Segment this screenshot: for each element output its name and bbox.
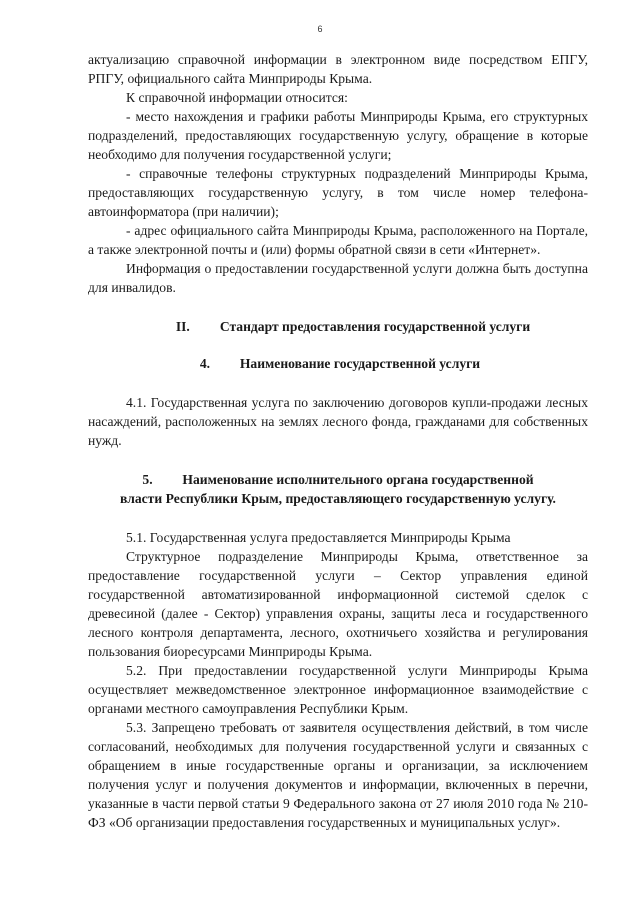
paragraph-5-3: 5.3. Запрещено требовать от заявителя осуществления действий, в том числе согласований, необходимых для получения государственной услуги и связанных с обращением в иные государственные органы и организации, за исключением получения услуг и получения документов и информации, включенных в перечни, указанные в части первой статьи 9 Федерального закона от 27 июля 2010 года № 210-ФЗ «Об организации предоставления государственных и муниципальных услуг». [88, 720, 588, 830]
paragraph-structural-unit: Структурное подразделение Минприроды Крыма, ответственное за предоставление государственной услуги – Сектор управления единой государственной автоматизированной информационной системой сделок с древесиной (далее - Сектор) управления охраны, защиты леса и государственного лесного контроля департамента, лесного, охотничьего хозяйства и регулирования пользования биоресурсами Минприроды Крыма. [88, 549, 588, 659]
paragraph-location: - место нахождения и графики работы Минприроды Крыма, его структурных подразделений, предоставляющих государственную услугу, обращение в которые необходимо для получения государственной услуги; [88, 109, 588, 162]
document-body [88, 50, 588, 832]
section-title: Наименование государственной услуги [239, 356, 481, 371]
page-number: 6 [317, 24, 323, 34]
paragraph-phones: - справочные телефоны структурных подразделений Минприроды Крыма, предоставляющих государственную услугу, в том числе номер телефона-автоинформатора (при наличии); [88, 166, 588, 219]
section-title: Стандарт предоставления государственной услуги [219, 319, 531, 334]
paragraph-reference-info: К справочной информации относится: [126, 90, 348, 105]
paragraph-accessibility: Информация о предоставлении государственной услуги должна быть доступна для инвалидов. [88, 261, 588, 295]
paragraph-5-1: 5.1. Государственная услуга предоставляется Минприроды Крыма [126, 530, 511, 545]
section-heading-4 [88, 354, 588, 373]
section-title-line1: Наименование исполнительного органа государственной [182, 472, 534, 487]
section-number: 4. [199, 356, 211, 371]
paragraph-continuation: актуализацию справочной информации в электронном виде посредством ЕПГУ, РПГУ, официального сайта Минприроды Крыма. [88, 52, 588, 86]
section-heading-ii [88, 317, 588, 336]
section-title-line2: власти Республики Крым, предоставляющего государственную услугу. [120, 491, 556, 506]
paragraph-4-1: 4.1. Государственная услуга по заключению договоров купли-продажи лесных насаждений, расположенных на землях лесного фонда, гражданами для собственных нужд. [88, 395, 588, 448]
paragraph-5-2: 5.2. При предоставлении государственной услуги Минприроды Крыма осуществляет межведомственное электронное информационное взаимодействие с органами местного самоуправления Республики Крым. [88, 663, 588, 716]
section-number: II. [175, 319, 190, 334]
paragraph-website: - адрес официального сайта Минприроды Крыма, расположенного на Портале, а также электронной почты и (или) формы обратной связи в сети «Интернет». [88, 223, 588, 257]
section-heading-5 [88, 470, 588, 508]
section-number: 5. [142, 472, 153, 487]
